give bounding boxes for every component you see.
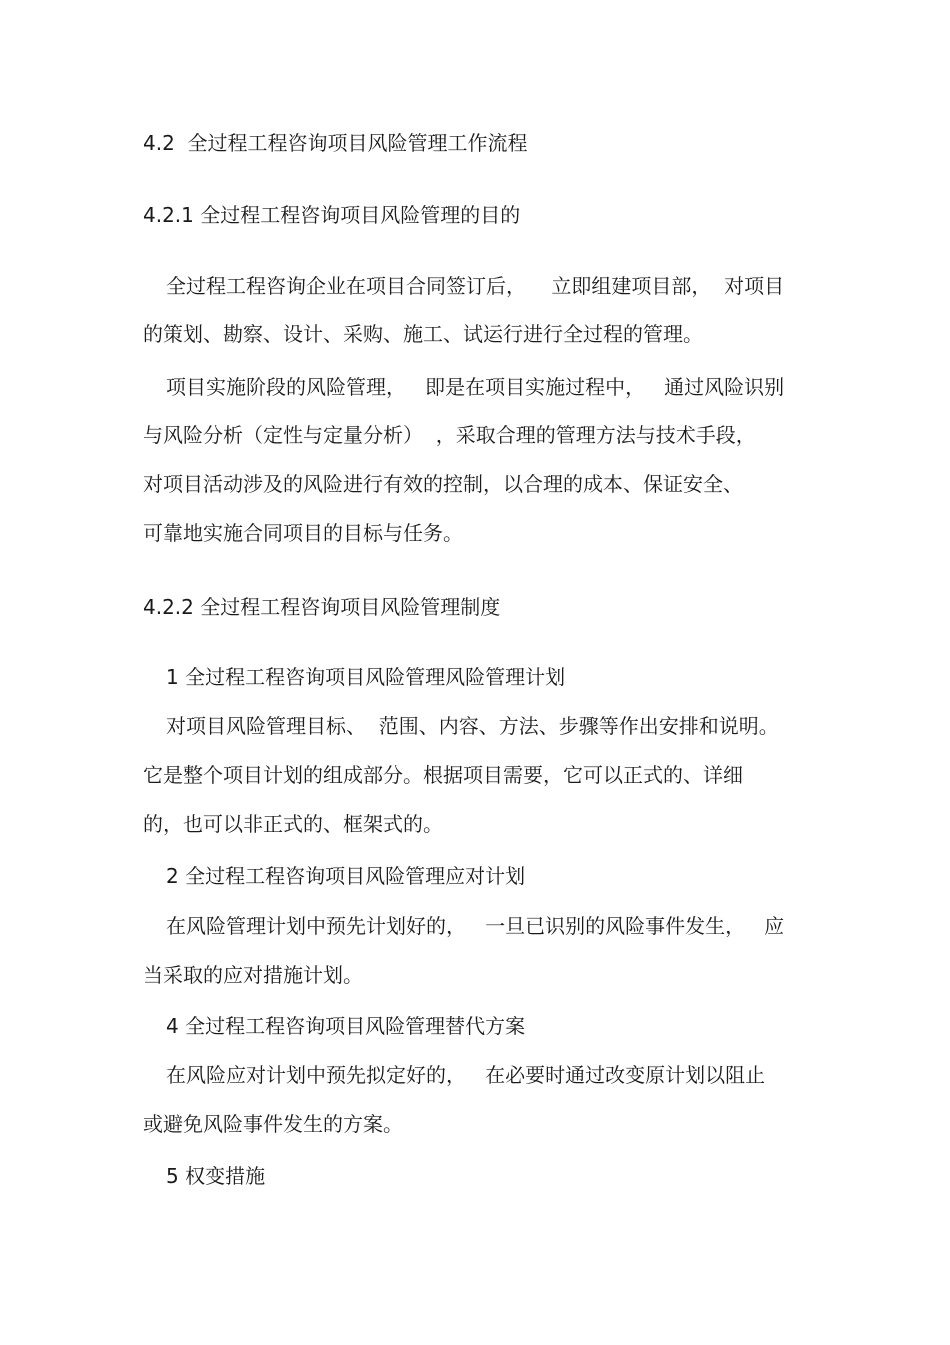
item-title-alternative-plan: 4 全过程工程咨询项目风险管理替代方案 [166,1014,526,1038]
item-title-workaround: 5 权变措施 [166,1164,266,1188]
paragraph-line: 对项目风险管理目标、 范围、内容、方法、步骤等作出安排和说明。 [166,714,779,738]
paragraph-line: 它是整个项目计划的组成部分。根据项目需要，它可以正式的、详细 [143,763,743,787]
paragraph-line: 全过程工程咨询企业在项目合同签订后， 立即组建项目部， 对项目 [166,274,785,298]
paragraph-line: 或避免风险事件发生的方案。 [143,1112,403,1136]
item-title-risk-plan: 1 全过程工程咨询项目风险管理风险管理计划 [166,665,566,689]
paragraph-line: 在风险应对计划中预先拟定好的， 在必要时通过改变原计划以阻止 [166,1063,766,1087]
item-title-response-plan: 2 全过程工程咨询项目风险管理应对计划 [166,864,526,888]
subsection-heading-purpose: 4.2.1 全过程工程咨询项目风险管理的目的 [143,203,521,227]
paragraph-line: 的，也可以非正式的、框架式的。 [143,812,443,836]
paragraph-line: 可靠地实施合同项目的目标与任务。 [143,521,463,545]
paragraph-line: 项目实施阶段的风险管理， 即是在项目实施过程中， 通过风险识别 [166,375,785,399]
paragraph-line: 的策划、勘察、设计、采购、施工、试运行进行全过程的管理。 [143,322,703,346]
subsection-heading-system: 4.2.2 全过程工程咨询项目风险管理制度 [143,595,501,619]
paragraph-line: 对项目活动涉及的风险进行有效的控制，以合理的成本、保证安全、 [143,472,743,496]
paragraph-line: 与风险分析（定性与定量分析） ，采取合理的管理方法与技术手段， [143,423,756,447]
section-heading: 4.2 全过程工程咨询项目风险管理工作流程 [143,131,528,155]
paragraph-line: 当采取的应对措施计划。 [143,963,363,987]
paragraph-line: 在风险管理计划中预先计划好的， 一旦已识别的风险事件发生， 应 [166,914,785,938]
